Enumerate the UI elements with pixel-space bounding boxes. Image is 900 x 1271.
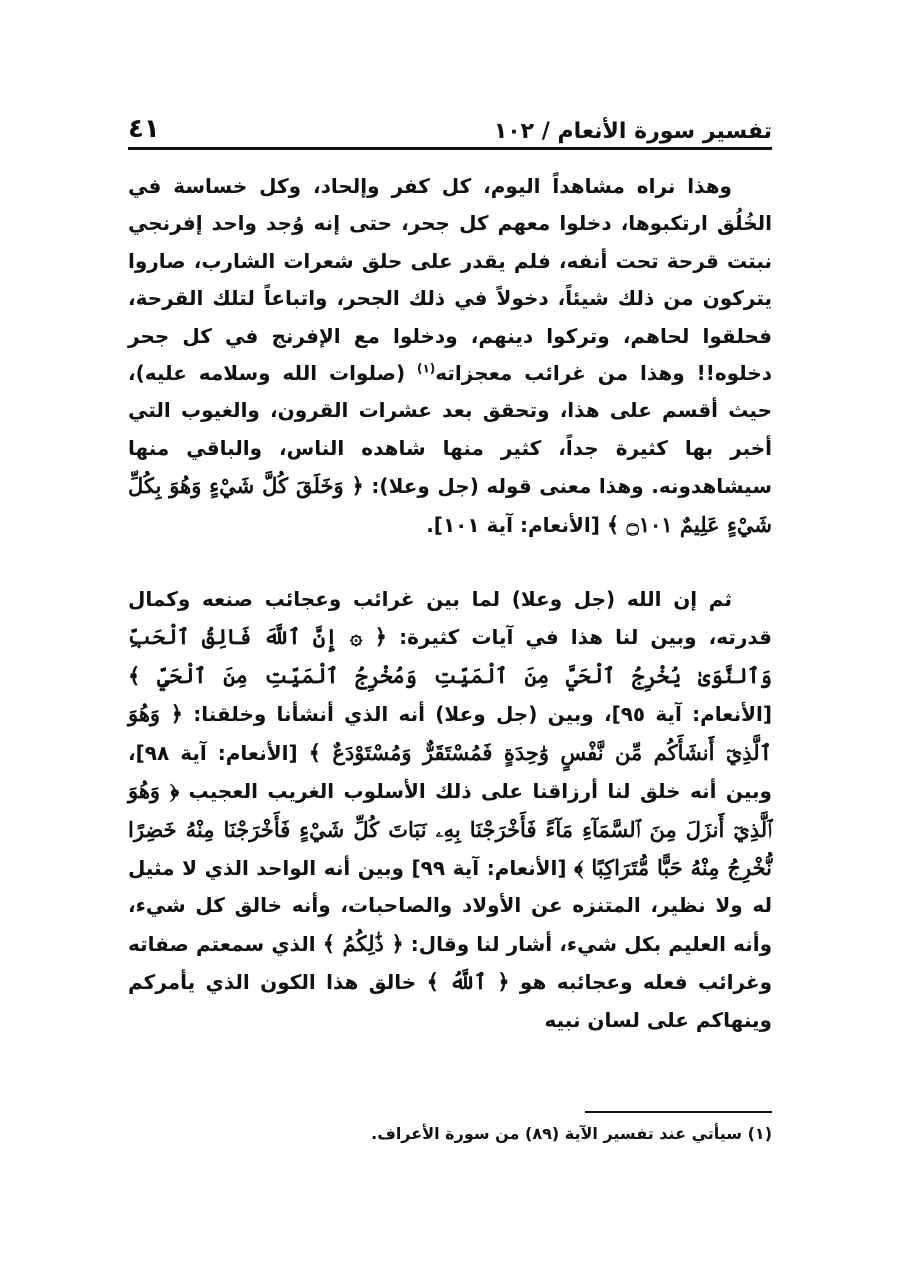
footnote: (١) سيأتي عند تفسير الآية (٨٩) من سورة الأعراف. — [371, 1124, 772, 1143]
quran-verse: ﴿ ذَٰلِكُمُ ﴾ — [322, 930, 404, 956]
quran-verse: ﴿ وَهُوَ ٱلَّذِيٓ أَنشَأَكُم مِّن نَّفْسٍ وَٰحِدَةٍ فَمُسْتَقَرٌّ وَمُسْتَوْدَعٌ ﴾ — [128, 701, 772, 765]
running-header — [128, 100, 772, 144]
quran-verse: ﴿ ٱللَّهُ ﴾ — [426, 969, 510, 995]
footnote-rule — [585, 1111, 772, 1113]
verse-citation: [الأنعام: آية ١٠١]. — [426, 512, 607, 537]
paragraph-1 — [128, 168, 772, 544]
text-run: ثم إن الله (جل وعلا) لما بين غرائب وعجائب صنعه وكمال قدرته، وبين لنا هذا في آيات كثيرة: — [128, 587, 772, 650]
header-rule — [128, 147, 772, 150]
header-title: تفسير سورة الأنعام / ١٠٢ — [493, 119, 772, 144]
paragraph-2 — [128, 581, 772, 1039]
quran-verse: ﴿ وَخَلَقَ كُلَّ شَيْءٍ وَهُوَ بِكُلِّ شَيْءٍ عَلِيمٌ ۝١٠١ ﴾ — [128, 473, 772, 537]
text-run: [الأنعام: آية ٩٩] وبين أنه الواحد الذي لا مثيل له ولا نظير، المتنزه عن الأولاد والصاحبات، وأنه خالق كل شيء، وأنه العليم بكل شيء، أشار لنا وقال: — [128, 855, 773, 956]
text-run: (صلوات الله وسلامه عليه)، حيث أقسم على هذا، وتحقق بعد عشرات القرون، والغيوب التي أخبر بها كثيرة جداً، كثير منها شاهده الناس، والباقي منها سيشاهدونه. وهذا معنى قوله (جل وعلا): — [128, 361, 773, 499]
text-run: [الأنعام: آية ٩٨]، وبين أنه خلق لنا أرزاقنا على ذلك الأسلوب الغريب العجيب — [128, 740, 772, 804]
page-number: ٤١ — [128, 114, 160, 144]
text-run: [الأنعام: آية ٩٥]، وبين (جل وعلا) أنه الذي أنشأنا وخلقنا: — [182, 702, 772, 727]
text-run: وهذا نراه مشاهداً اليوم، كل كفر وإلحاد، وكل خساسة في الخُلُق ارتكبوها، دخلوا معهم كل جحر، حتى إنه وُجد واحد إفرنجي نبتت قرحة تحت أنفه، فلم يقدر على حلق شعرات الشارب، صاروا يتركون من ذلك شيئاً، دخولاً في ذلك الجحر، واتباعاً لتلك القرحة، فحلقوا لحاهم، وتركوا دينهم، ودخلوا مع الإفرنج في كل جحر دخلوه!! وهذا من غرائب معجزاته — [128, 174, 772, 386]
quran-verse: ﴿ وَهُوَ ٱلَّذِيٓ أَنزَلَ مِنَ ٱلسَّمَآءِ مَآءً فَأَخْرَجْنَا بِهِۦ نَبَاتَ كُلِّ شَيْءٍ فَأَخْرَجْنَا مِنْهُ خَضِرًا نُّخْرِجُ مِنْهُ حَبًّا مُّتَرَاكِبًا ﴾ — [128, 778, 772, 880]
text-run: خالق هذا الكون الذي يأمركم وينهاكم على لسان نبيه — [128, 970, 772, 1032]
quran-verse: ﴿ ۞ إِنَّ ٱللَّهَ فَالِقُ ٱلْحَبِّ وَٱلنَّوَىٰ يُخْرِجُ ٱلْحَيَّ مِنَ ٱلْمَيِّتِ وَمُخْرِجُ ٱلْمَيِّتِ مِنَ ٱلْحَيِّ ﴾ — [128, 624, 772, 688]
main-text — [128, 168, 772, 1039]
text-run: الذي سمعتم صفاته وغرائب فعله وعجائبه هو — [128, 931, 773, 995]
footnote-reference: (١) — [416, 361, 436, 376]
